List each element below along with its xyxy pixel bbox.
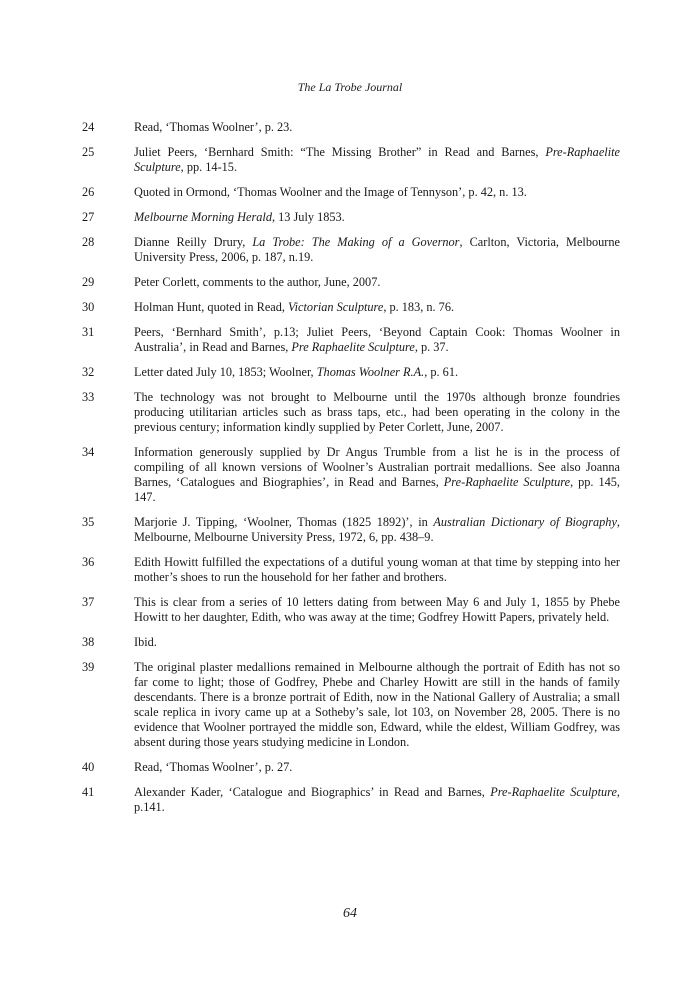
running-head: The La Trobe Journal (297, 80, 403, 94)
endnote-text (134, 120, 620, 135)
text-run: The technology was not brought to Melbourne until the 1970s although bronze foundries producing utilitarian articles such as brass taps, etc., had been operating in the colony in the previous century; information kindly supplied by Peter Corlett, June, 2007. (134, 390, 620, 434)
endnote-text (134, 235, 620, 265)
text-run: Read, ‘Thomas Woolner’, p. 27. (134, 760, 293, 774)
endnote-item (80, 145, 620, 175)
endnote-item (80, 185, 620, 200)
text-run: The original plaster medallions remained in Melbourne although the portrait of Edith has not so far come to light; those of Godfrey, Phebe and Charley Howitt are still in the hands of family descendants. There is a bronze portrait of Edith, now in the National Gallery of Australia; a small scale replica in ivory came up at a Sotheby’s sale, lot 103, on November 28, 2005. There is no evidence that Woolner portrayed the middle son, Edward, while the eldest, William Godfrey, was absent during those years studying medicine in London. (134, 660, 620, 749)
endnote-number: 40 (82, 760, 95, 774)
text-run: Letter dated July 10, 1853; Woolner, (134, 365, 317, 379)
endnote-number: 32 (82, 365, 95, 379)
endnote-text (134, 185, 620, 200)
text-run: , p.141. (134, 785, 620, 814)
text-run: Alexander Kader, ‘Catalogue and Biographics’ in Read and Barnes, (134, 785, 491, 799)
endnote-item (80, 390, 620, 435)
endnote-item (80, 635, 620, 650)
endnote-number: 30 (82, 300, 95, 314)
endnote-number: 31 (82, 325, 95, 339)
endnote-item (80, 210, 620, 225)
text-run: Read, ‘Thomas Woolner’, p. 23. (134, 120, 293, 134)
text-run: Quoted in Ormond, ‘Thomas Woolner and the Image of Tennyson’, p. 42, n. 13. (134, 185, 527, 199)
endnote-text (134, 595, 620, 625)
endnote-item (80, 445, 620, 505)
endnote-text (134, 515, 620, 545)
endnote-text (134, 445, 620, 505)
text-run: Dianne Reilly Drury, (134, 235, 253, 249)
endnote-number: 35 (82, 515, 95, 529)
text-run: Information generously supplied by Dr Angus Trumble from a list he is in the process of compiling of all known versions of Woolner’s Australian portrait medallions. See also Joanna Barnes, ‘Catalogues and Biographies’, in Read and Barnes, (134, 445, 620, 489)
endnote-text (134, 660, 620, 750)
endnote-number: 26 (82, 185, 95, 199)
text-run: , p. 37. (414, 340, 449, 354)
text-run: Marjorie J. Tipping, ‘Woolner, Thomas (1825 1892)’, in (134, 515, 434, 529)
endnote-number: 27 (82, 210, 95, 224)
endnote-number: 36 (82, 555, 95, 569)
endnote-item (80, 275, 620, 290)
text-run: , Carlton, Victoria, Melbourne University Press, 2006, p. 187, n.19. (134, 235, 620, 264)
italic-title: Pre-Raphaelite Sculpture (490, 785, 617, 799)
endnote-item (80, 300, 620, 315)
endnote-item (80, 595, 620, 625)
text-run: , pp. 145, 147. (134, 475, 620, 504)
endnote-item (80, 120, 620, 135)
endnote-number: 33 (82, 390, 95, 404)
endnote-number: 38 (82, 635, 95, 649)
italic-title: Thomas Woolner R.A. (316, 365, 425, 379)
italic-title: La Trobe: The Making of a Governor (252, 235, 460, 249)
italic-title: Australian Dictionary of Biography (433, 515, 617, 529)
endnote-number: 34 (82, 445, 95, 459)
endnote-text (134, 760, 620, 775)
italic-title: Victorian Sculpture (288, 300, 384, 314)
text-run: Edith Howitt fulfilled the expectations of a dutiful young woman at that time by stepping into her mother’s shoes to run the household for her father and brothers. (134, 555, 620, 584)
endnote-text (134, 275, 620, 290)
endnote-number: 28 (82, 235, 95, 249)
text-run: , pp. 14-15. (180, 160, 238, 174)
text-run: Peers, ‘Bernhard Smith’, p.13; Juliet Peers, ‘Beyond Captain Cook: Thomas Woolner in Australia’, in Read and Barnes, (134, 325, 620, 354)
endnote-text (134, 145, 620, 175)
italic-title: Melbourne Morning Herald (134, 210, 272, 224)
endnote-text (134, 785, 620, 815)
endnote-text (134, 555, 620, 585)
page-number: 64 (343, 906, 357, 921)
endnote-number: 41 (82, 785, 95, 799)
text-run: , Melbourne, Melbourne University Press, 1972, 6, pp. 438–9. (134, 515, 620, 544)
italic-title: Pre Raphaelite Sculpture (291, 340, 415, 354)
endnote-item (80, 365, 620, 380)
text-run: Holman Hunt, quoted in Read, (134, 300, 289, 314)
endnote-text (134, 210, 620, 225)
italic-title: Pre-Raphaelite Sculpture (134, 145, 620, 174)
endnotes-list (80, 120, 620, 825)
endnote-text (134, 635, 620, 650)
endnote-item (80, 760, 620, 775)
endnote-number: 29 (82, 275, 95, 289)
text-run: , p. 61. (424, 365, 459, 379)
endnote-text (134, 390, 620, 435)
text-run: , 13 July 1853. (271, 210, 345, 224)
text-run: This is clear from a series of 10 letters dating from between May 6 and July 1, 1855 by Phebe Howitt to her daughter, Edith, who was away at the time; Godfrey Howitt Papers, privately held. (134, 595, 620, 624)
endnote-item (80, 660, 620, 750)
endnote-item (80, 785, 620, 815)
text-run: Peter Corlett, comments to the author, June, 2007. (134, 275, 381, 289)
endnote-number: 39 (82, 660, 95, 674)
endnote-text (134, 300, 620, 315)
endnote-item (80, 555, 620, 585)
endnote-text (134, 365, 620, 380)
endnote-item (80, 325, 620, 355)
text-run: , p. 183, n. 76. (383, 300, 455, 314)
endnote-number: 24 (82, 120, 95, 134)
endnote-text (134, 325, 620, 355)
endnote-item (80, 235, 620, 265)
endnote-number: 37 (82, 595, 95, 609)
text-run: Ibid. (134, 635, 157, 649)
italic-title: Pre-Raphaelite Sculpture (443, 475, 571, 489)
endnote-number: 25 (82, 145, 95, 159)
text-run: Juliet Peers, ‘Bernhard Smith: “The Missing Brother” in Read and Barnes, (134, 145, 546, 159)
endnote-item (80, 515, 620, 545)
